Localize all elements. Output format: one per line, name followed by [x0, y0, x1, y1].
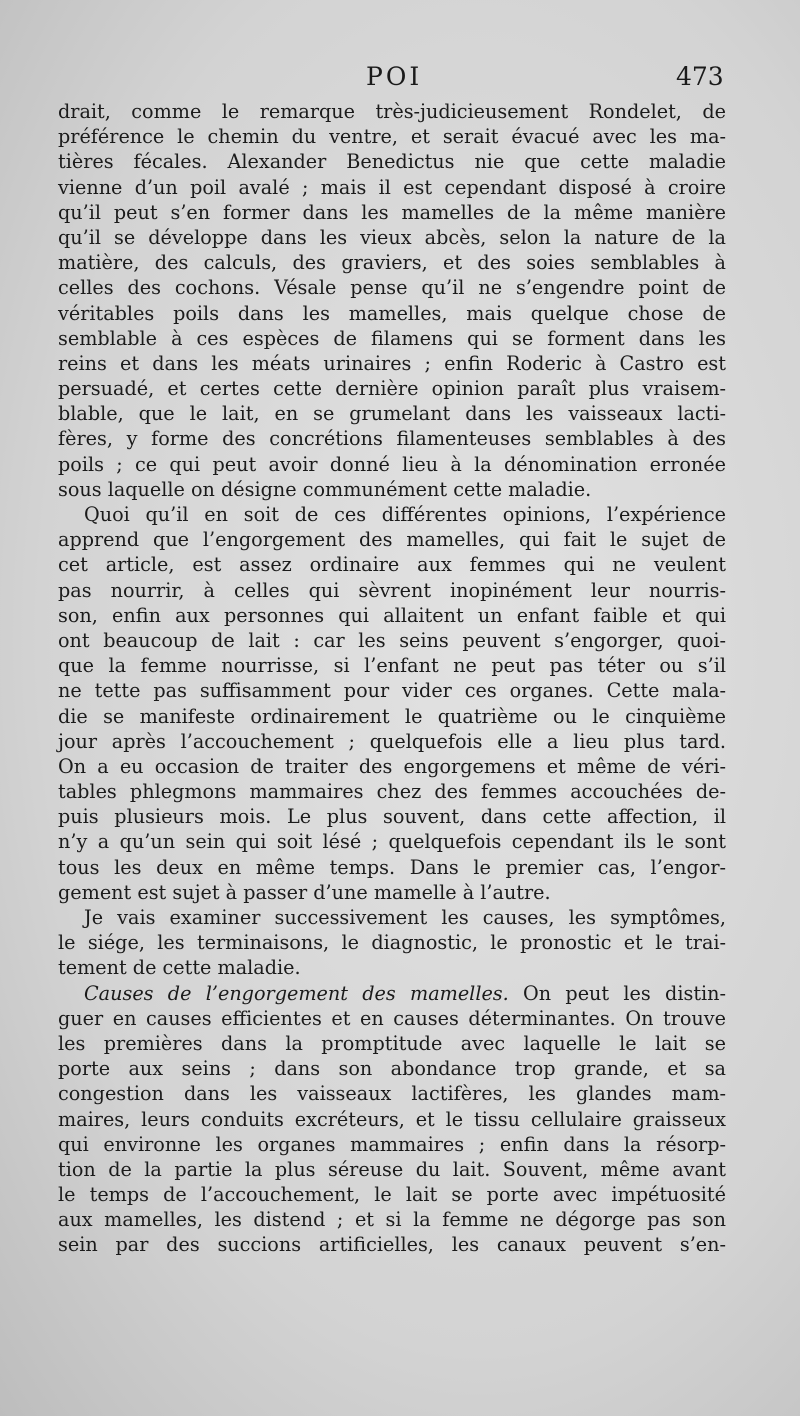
section-heading-tail: distin-	[665, 981, 727, 1005]
text-line: die se manifeste ordinairement le quatrième ou le cinquième	[58, 704, 726, 728]
text-line: ont beaucoup de lait : car les seins peuvent s’engorger, quoi-	[58, 628, 726, 652]
text-line: sein par des succions artificielles, les canaux peuvent s’en-	[58, 1233, 726, 1257]
text-line: vienne d’un poil avalé ; mais il est cependant disposé à croire	[58, 175, 726, 199]
text-line: poils ; ce qui peut avoir donné lieu à la dénomination erronée	[58, 452, 726, 476]
text-line: matière, des calculs, des graviers, et des soies semblables à	[58, 251, 726, 275]
body-text	[58, 99, 726, 1258]
text-line: tières fécales. Alexander Benedictus nie que cette maladie	[58, 150, 726, 174]
text-line: ne tette pas suffisamment pour vider ces organes. Cette mala-	[58, 679, 726, 703]
text-line: reins et dans les méats urinaires ; enfin Roderic à Castro est	[58, 351, 726, 375]
text-line: blable, que le lait, en se grumelant dans les vaisseaux lacti-	[58, 402, 726, 426]
text-line: congestion dans les vaisseaux lactifères, les glandes mam-	[58, 1082, 726, 1106]
paragraph-start-line: Je vais examiner successivement les causes, les symptômes,	[84, 906, 726, 929]
text-line: pas nourrir, à celles qui sèvrent inopinément leur nourris-	[58, 578, 726, 602]
text-line: n’y a qu’un sein qui soit lésé ; quelquefois cependant ils le sont	[58, 830, 726, 854]
text-line: maires, leurs conduits excréteurs, et le tissu cellulaire graisseux	[58, 1107, 726, 1131]
text-line: tous les deux en même temps. Dans le premier cas, l’engor-	[58, 855, 726, 879]
text-line: qui environne les organes mammaires ; enfin dans la résorp-	[58, 1132, 726, 1156]
text-line: puis plusieurs mois. Le plus souvent, dans cette affection, il	[58, 805, 726, 829]
page-number: 473	[676, 62, 724, 91]
section-heading: Causes de l’engorgement des mamelles.	[84, 981, 509, 1005]
text-line: On a eu occasion de traiter des engorgemens et même de véri-	[58, 754, 726, 778]
text-line: guer en causes efficientes et en causes déterminantes. On trouve	[58, 1006, 726, 1030]
text-line: tion de la partie la plus séreuse du lait. Souvent, même avant	[58, 1157, 726, 1181]
text-line: qu’il se développe dans les vieux abcès, selon la nature de la	[58, 225, 726, 249]
text-line: qu’il peut s’en former dans les mamelles de la même manière	[58, 200, 726, 224]
text-line: véritables poils dans les mamelles, mais quelque chose de	[58, 301, 726, 325]
text-line: persuadé, et certes cette dernière opinion paraît plus vraisem-	[58, 377, 726, 401]
text-line: celles des cochons. Vésale pense qu’il ne s’engendre point de	[58, 276, 726, 300]
page-header	[0, 60, 800, 96]
text-line: apprend que l’engorgement des mamelles, qui fait le sujet de	[58, 528, 726, 552]
text-line: son, enfin aux personnes qui allaitent un enfant faible et qui	[58, 603, 726, 627]
text-line: fères, y forme des concrétions filamenteuses semblables à des	[58, 427, 726, 451]
text-line: que la femme nourrisse, si l’enfant ne peut pas téter ou s’il	[58, 654, 726, 678]
section-heading-lead: On peut les	[508, 981, 666, 1005]
text-line: porte aux seins ; dans son abondance trop grande, et sa	[58, 1057, 726, 1081]
paragraph-end-line: tement de cette maladie.	[58, 956, 301, 980]
text-line: le temps de l’accouchement, le lait se porte avec impétuosité	[58, 1183, 726, 1207]
section-heading-line	[58, 981, 726, 1006]
text-line: tables phlegmons mammaires chez des femmes accouchées de-	[58, 780, 726, 804]
running-head: POI	[366, 62, 423, 91]
text-line: jour après l’accouchement ; quelquefois elle a lieu plus tard.	[58, 729, 726, 753]
paragraph-end-line: sous laquelle on désigne communément cette maladie.	[58, 477, 592, 501]
text-line: préférence le chemin du ventre, et serait évacué avec les ma-	[58, 125, 726, 149]
text-line: les premières dans la promptitude avec laquelle le lait se	[58, 1031, 726, 1055]
text-line: semblable à ces espèces de filamens qui se forment dans les	[58, 326, 726, 350]
text-line: aux mamelles, les distend ; et si la femme ne dégorge pas son	[58, 1208, 726, 1232]
paragraph-end-line: gement est sujet à passer d’une mamelle à l’autre.	[58, 880, 551, 904]
text-line: le siége, les terminaisons, le diagnostic, le pronostic et le trai-	[58, 931, 726, 955]
text-line: drait, comme le remarque très-judicieusement Rondelet, de	[58, 100, 726, 123]
paragraph-start-line: Quoi qu’il en soit de ces différentes opinions, l’expérience	[84, 503, 726, 526]
text-line: cet article, est assez ordinaire aux femmes qui ne veulent	[58, 553, 726, 577]
